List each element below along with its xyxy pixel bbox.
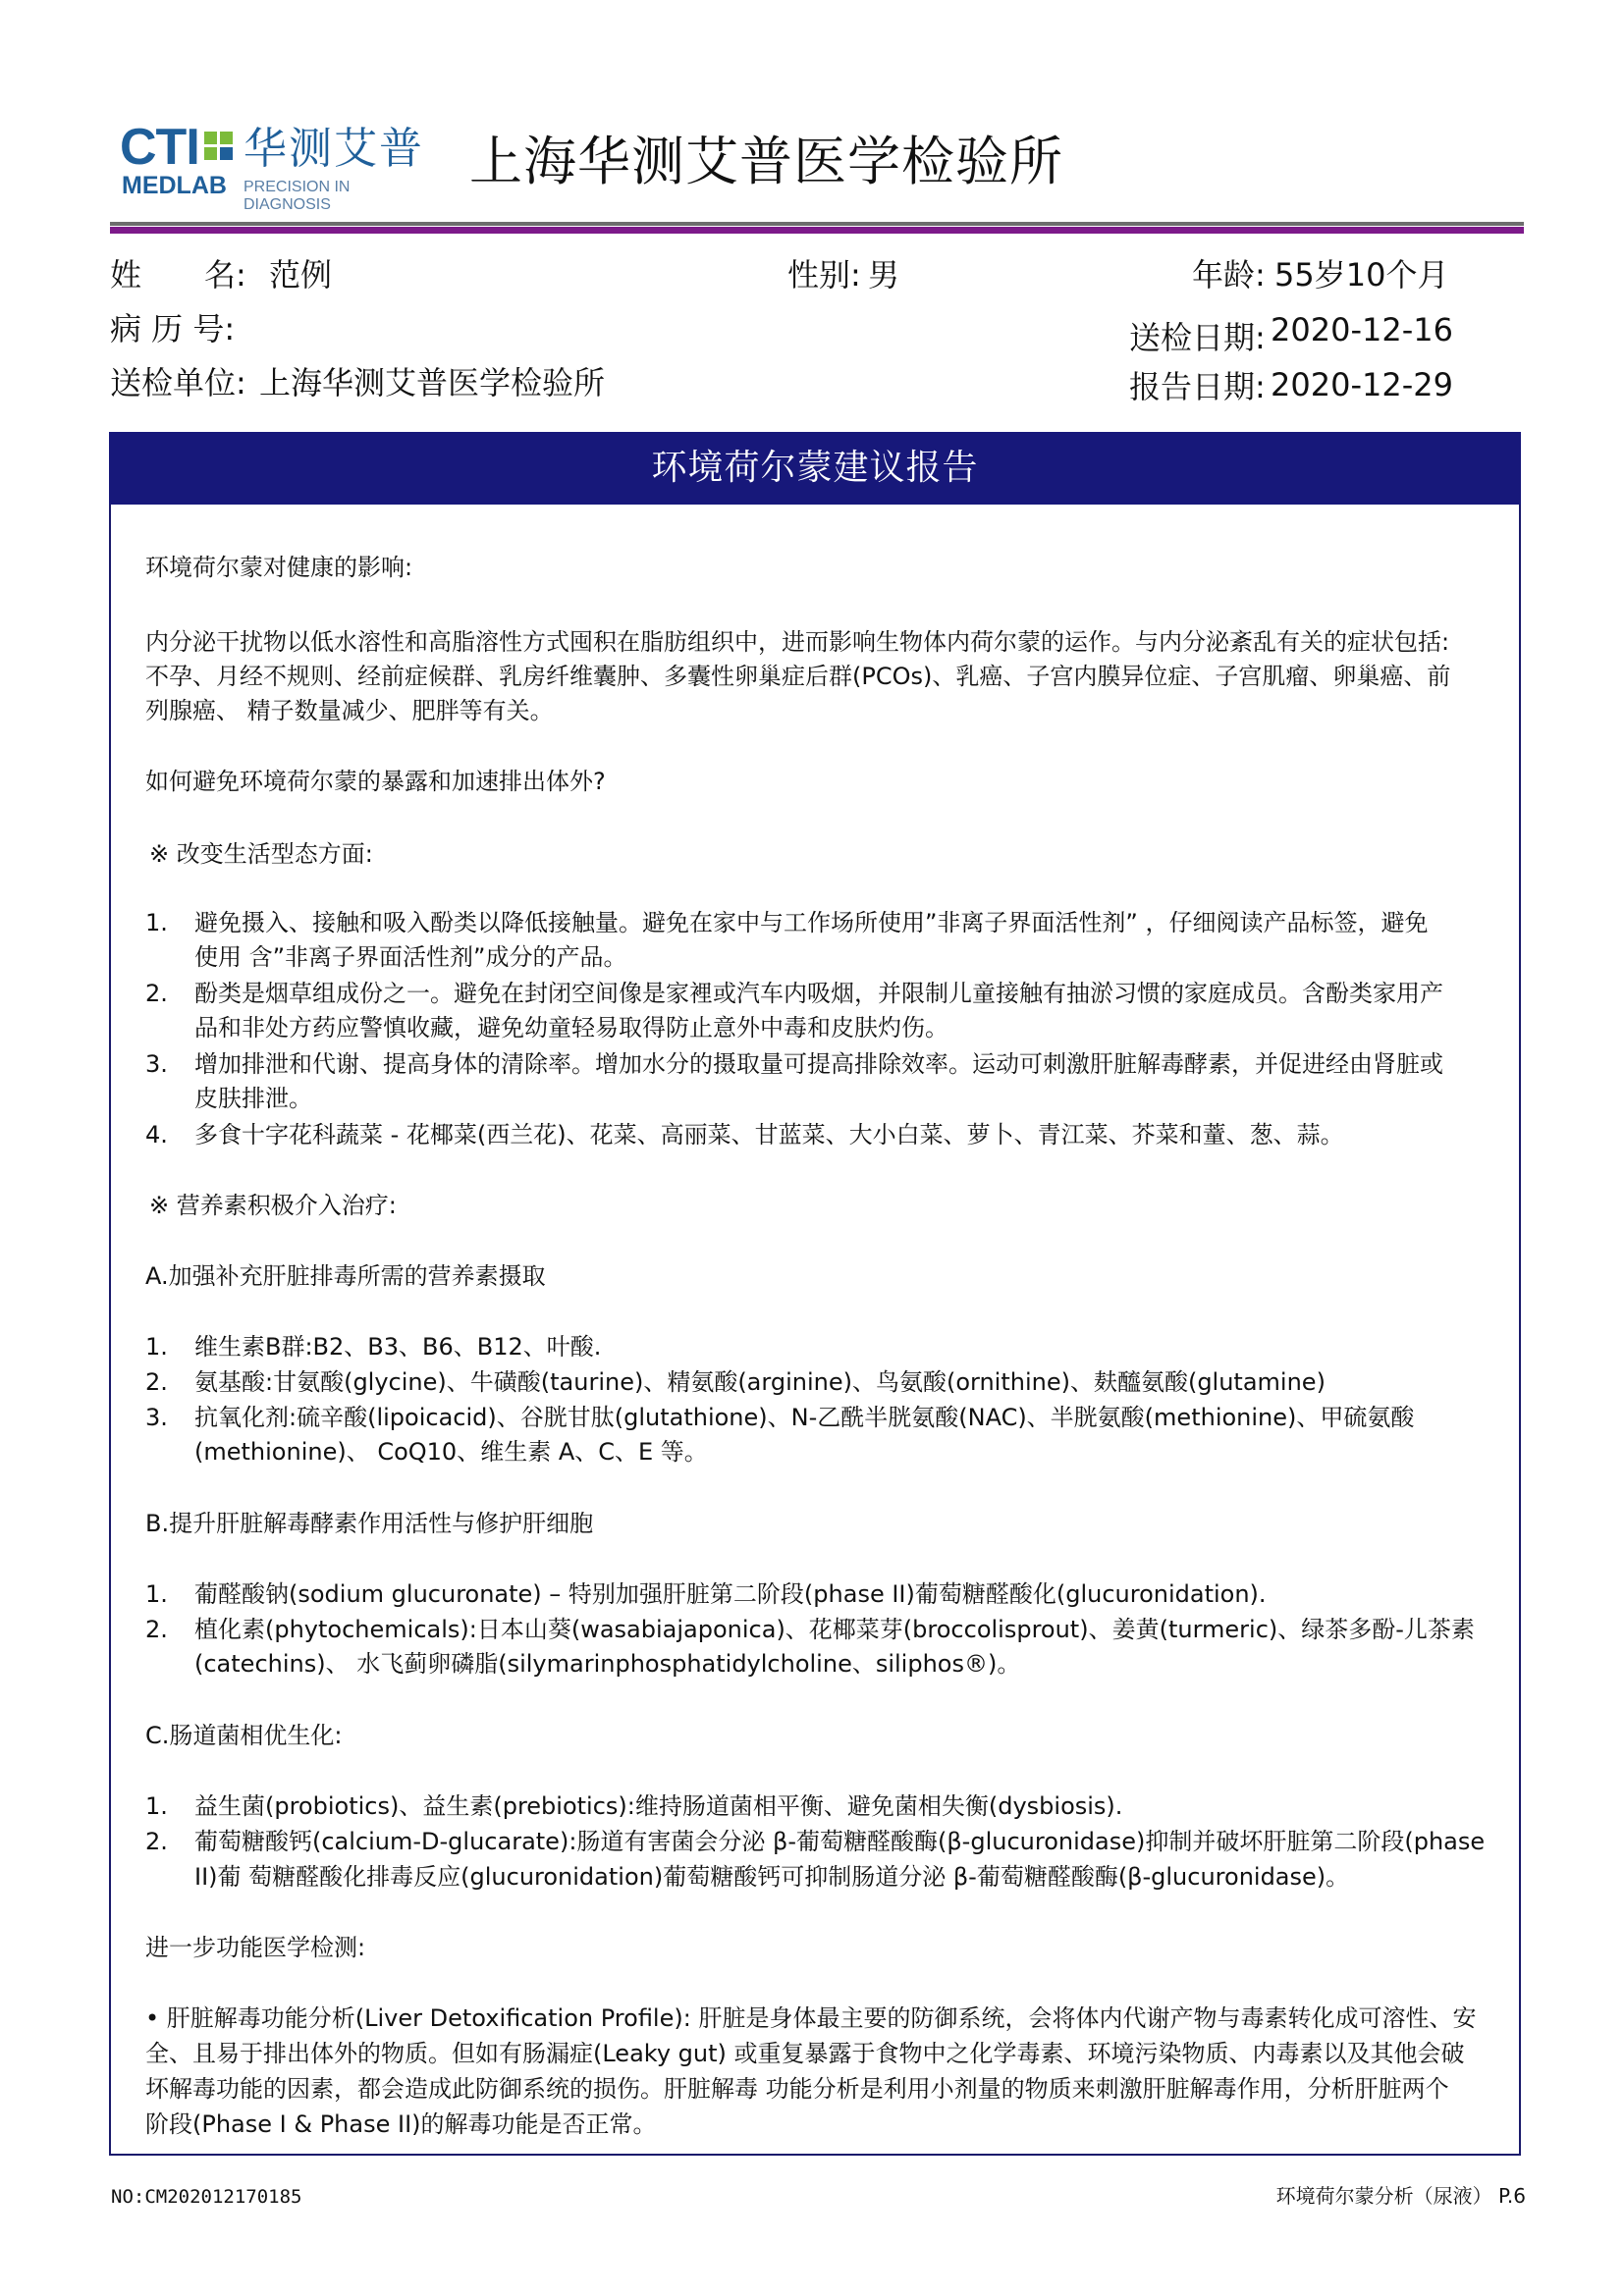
logo-grid-icon <box>204 132 234 161</box>
logo-medlab-text: MEDLAB <box>122 172 227 199</box>
further-testing-line: 阶段(Phase I & Phase II)的解毒功能是否正常。 <box>145 2110 657 2138</box>
lifestyle-item-line: 使用 含”非离子界面活性剂”成分的产品。 <box>194 943 627 971</box>
section-b-item-line: 植化素(phytochemicals):日本山葵(wasabiajaponica)、花椰菜芽(broccolisprout)、姜黄(turmeric)、绿茶多酚-儿茶素 <box>194 1616 1475 1643</box>
logo-tagline: PRECISION IN DIAGNOSIS <box>244 179 351 213</box>
list-number: 2. <box>145 1616 168 1643</box>
section-b-item-line: (catechins)、 水飞蓟卵磷脂(silymarinphosphatidylcholine、siliphos®)。 <box>194 1650 1021 1678</box>
list-number: 1. <box>145 1580 168 1608</box>
list-number: 1. <box>145 909 168 936</box>
lifestyle-item-line: 多食十字花科蔬菜 - 花椰菜(西兰花)、花菜、高丽菜、甘蓝菜、大小白菜、萝卜、青江菜、芥菜和蕫、葱、蒜。 <box>194 1121 1344 1148</box>
further-testing-line: 坏解毒功能的因素，都会造成此防御系统的损伤。肝脏解毒 功能分析是利用小剂量的物质来刺激肝脏解毒作用，分析肝脏两个 <box>145 2075 1449 2103</box>
report-title-banner: 环境荷尔蒙建议报告 <box>109 432 1521 505</box>
logo-chinese-text: 华测艾普 <box>244 124 424 174</box>
header-divider-gray <box>110 222 1524 226</box>
lab-logo <box>118 119 432 213</box>
logo-cti-text: CTI <box>120 119 199 176</box>
report-date-value: 2020-12-29 <box>1271 366 1453 403</box>
intro-line: 内分泌干扰物以低水溶性和高脂溶性方式囤积在脂肪组织中，进而影响生物体内荷尔蒙的运作。与内分泌紊乱有关的症状包括: <box>145 628 1450 656</box>
sample-date-label: 送检日期: <box>1129 319 1266 356</box>
section-a-item-line: 抗氧化剂:硫辛酸(lipoicacid)、谷胱甘肽(glutathione)、N-乙酰半胱氨酸(NAC)、半胱氨酸(methionine)、甲硫氨酸 <box>194 1404 1415 1431</box>
patient-gender-label: 性别: <box>787 256 861 294</box>
section-c-heading: C.肠道菌相优生化: <box>145 1722 343 1749</box>
list-number: 4. <box>145 1121 168 1148</box>
report-date-label: 报告日期: <box>1129 368 1266 405</box>
sample-date-value: 2020-12-16 <box>1271 311 1453 348</box>
nutrient-heading: ※ 营养素积极介入治疗: <box>149 1192 397 1219</box>
lifestyle-item-line: 增加排泄和代谢、提高身体的清除率。增加水分的摄取量可提高排除效率。运动可刺激肝脏解毒酵素，并促进经由肾脏或 <box>194 1050 1443 1078</box>
submitting-unit-label: 送检单位: <box>110 364 246 401</box>
intro-line: 列腺癌、 精子数量减少、肥胖等有关。 <box>145 697 554 724</box>
page-info: 环境荷尔蒙分析（尿液） P.6 <box>1275 2184 1526 2208</box>
list-number: 1. <box>145 1792 168 1820</box>
header-divider-purple <box>110 227 1524 234</box>
list-number: 2. <box>145 1828 168 1855</box>
patient-age-label: 年龄: <box>1192 256 1266 294</box>
section-a-item-line: 氨基酸:甘氨酸(glycine)、牛磺酸(taurine)、精氨酸(arginine)、鸟氨酸(ornithine)、麸醯氨酸(glutamine) <box>194 1368 1326 1396</box>
lab-title: 上海华测艾普医学检验所 <box>469 131 1063 192</box>
patient-name-value: 范例 <box>269 256 333 294</box>
further-testing-line: 全、且易于排出体外的物质。但如有肠漏症(Leaky gut) 或重复暴露于食物中之化学毒素、环境污染物质、内毒素以及其他会破 <box>145 2040 1465 2067</box>
section-c-item-line: II)葡 萄糖醛酸化排毒反应(glucuronidation)葡萄糖酸钙可抑制肠道分泌 β-葡萄糖醛酸酶(β-glucuronidase)。 <box>194 1863 1350 1891</box>
section-a-item-line: (methionine)、 CoQ10、维生素 A、C、E 等。 <box>194 1438 708 1466</box>
section-c-item-line: 葡萄糖酸钙(calcium-D-glucarate):肠道有害菌会分泌 β-葡萄糖醛酸酶(β-glucuronidase)抑制并破坏肝脏第二阶段(phase <box>194 1828 1486 1855</box>
intro-line: 不孕、月经不规则、经前症候群、乳房纤维囊肿、多囊性卵巢症后群(PCOs)、乳癌、子宫内膜异位症、子宫肌瘤、卵巢癌、前 <box>145 663 1451 690</box>
submitting-unit-value: 上海华测艾普医学检验所 <box>259 364 606 401</box>
section-b-item-line: 葡醛酸钠(sodium glucuronate) – 特别加强肝脏第二阶段(phase II)葡萄糖醛酸化(glucuronidation). <box>194 1580 1267 1608</box>
list-number: 3. <box>145 1404 168 1431</box>
lifestyle-item-line: 酚类是烟草组成份之一。避免在封闭空间像是家裡或汽车内吸烟，并限制儿童接触有抽淤习惯的家庭成员。含酚类家用产 <box>194 980 1443 1007</box>
patient-age-value: 55岁10个月 <box>1274 256 1449 294</box>
patient-gender-value: 男 <box>868 256 900 294</box>
section-b-heading: B.提升肝脏解毒酵素作用活性与修护肝细胞 <box>145 1510 594 1537</box>
lifestyle-heading: ※ 改变生活型态方面: <box>149 840 373 868</box>
intro-heading: 环境荷尔蒙对健康的影响: <box>145 554 413 581</box>
patient-name-label: 姓 名: <box>110 256 246 294</box>
lifestyle-item-line: 品和非处方药应警慎收藏，避免幼童轻易取得防止意外中毒和皮肤灼伤。 <box>194 1014 948 1041</box>
lifestyle-item-line: 皮肤排泄。 <box>194 1085 312 1112</box>
further-testing-line: • 肝脏解毒功能分析(Liver Detoxification Profile): 肝脏是身体最主要的防御系统，会将体内代谢产物与毒素转化成可溶性、安 <box>145 2004 1477 2032</box>
section-c-item-line: 益生菌(probiotics)、益生素(prebiotics):维持肠道菌相平衡、避免菌相失衡(dysbiosis). <box>194 1792 1123 1820</box>
list-number: 2. <box>145 980 168 1007</box>
list-number: 2. <box>145 1368 168 1396</box>
lifestyle-item-line: 避免摄入、接触和吸入酚类以降低接触量。避免在家中与工作场所使用”非离子界面活性剂” ，仔细阅读产品标签，避免 <box>194 909 1429 936</box>
report-number: NO:CM202012170185 <box>111 2186 302 2208</box>
record-number-label: 病 历 号: <box>110 310 236 347</box>
list-number: 3. <box>145 1050 168 1078</box>
list-number: 1. <box>145 1333 168 1361</box>
section-a-heading: A.加强补充肝脏排毒所需的营养素摄取 <box>145 1262 546 1290</box>
section-a-item-line: 维生素B群:B2、B3、B6、B12、叶酸. <box>194 1333 602 1361</box>
further-testing-heading: 进一步功能医学检测: <box>145 1934 366 1961</box>
avoid-question: 如何避免环境荷尔蒙的暴露和加速排出体外? <box>145 768 606 795</box>
